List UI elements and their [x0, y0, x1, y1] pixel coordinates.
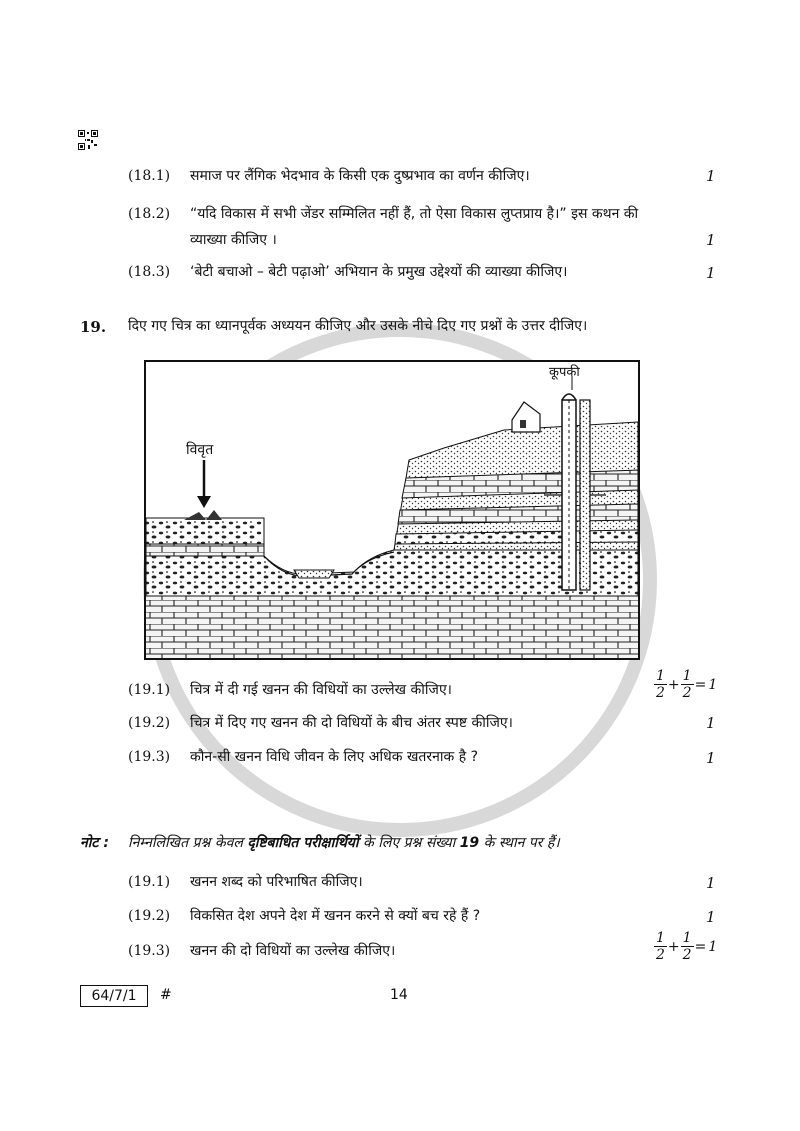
- note-text-bold: दृष्टिबाधित परीक्षार्थियों: [247, 835, 359, 851]
- note-text-mid: के लिए प्रश्न संख्या: [363, 835, 456, 851]
- q19-1-mark: $\frac{1}{2}$ + $\frac{1}{2}$ = 1: [656, 668, 718, 701]
- note-q3-text: खनन की दो विधियों का उल्लेख कीजिए।: [190, 943, 396, 959]
- note-q1-mark: 1: [706, 874, 716, 892]
- label-shaft-well: कूपकी: [549, 365, 580, 380]
- q18-3-mark: 1: [706, 264, 716, 282]
- note-text-pre: निम्नलिखित प्रश्न केवल: [128, 835, 243, 851]
- q19-3-number: (19.3): [128, 749, 171, 765]
- page-number: 14: [390, 987, 408, 1003]
- note-q2-text: विकसित देश अपने देश में खनन करने से क्यों बच रहे हैं ?: [190, 908, 481, 924]
- paper-code: 64/7/1: [80, 985, 148, 1007]
- note-q3-mark: $\frac{1}{2}$ + $\frac{1}{2}$ = 1: [656, 930, 718, 963]
- qr-code-icon: [78, 130, 98, 150]
- q18-2-mark: 1: [706, 231, 716, 249]
- q18-3-number: (18.3): [128, 264, 171, 280]
- note-text-num: 19: [459, 835, 480, 851]
- q19-3-text: कौन-सी खनन विधि जीवन के लिए अधिक खतरनाक है ?: [190, 749, 479, 765]
- mining-diagram: [144, 360, 640, 660]
- q19-2-mark: 1: [706, 714, 716, 732]
- q18-2-text-line1: “यदि विकास में सभी जेंडर सम्मिलित नहीं हैं, तो ऐसा विकास लुप्तप्राय है।” इस कथन की: [190, 206, 639, 222]
- label-open-cast: विवृत: [186, 442, 214, 458]
- q19-1-text: चित्र में दी गई खनन की विधियों का उल्लेख कीजिए।: [190, 682, 452, 698]
- q19-1-number: (19.1): [128, 682, 171, 698]
- q18-2-text-line2: व्याख्या कीजिए ।: [190, 232, 277, 248]
- note-text: [128, 831, 728, 855]
- note-q3-number: (19.3): [128, 943, 171, 959]
- footer-hash: #: [160, 987, 172, 1003]
- note-q2-mark: 1: [706, 908, 716, 926]
- note-q2-number: (19.2): [128, 908, 171, 924]
- q19-3-mark: 1: [706, 749, 716, 767]
- q18-3-text: ‘बेटी बचाओ – बेटी पढ़ाओ’ अभियान के प्रमुख उद्देश्यों की व्याख्या कीजिए।: [190, 264, 568, 280]
- q19-2-number: (19.2): [128, 715, 171, 731]
- note-q1-text: खनन शब्द को परिभाषित कीजिए।: [190, 874, 363, 890]
- q18-2-number: (18.2): [128, 206, 171, 222]
- q19-2-text: चित्र में दिए गए खनन की दो विधियों के बीच अंतर स्पष्ट कीजिए।: [190, 715, 513, 731]
- q19-number: 19.: [80, 318, 107, 336]
- q18-1-number: (18.1): [128, 168, 171, 184]
- note-q1-number: (19.1): [128, 874, 171, 890]
- note-label: नोट :: [80, 835, 109, 851]
- note-text-post: के स्थान पर हैं।: [483, 835, 560, 851]
- q18-1-mark: 1: [706, 167, 716, 185]
- q19-prompt: दिए गए चित्र का ध्यानपूर्वक अध्ययन कीजिए और उसके नीचे दिए गए प्रश्नों के उत्तर दीजिए।: [128, 318, 588, 334]
- q18-1-text: समाज पर लैंगिक भेदभाव के किसी एक दुष्प्रभाव का वर्णन कीजिए।: [190, 168, 530, 184]
